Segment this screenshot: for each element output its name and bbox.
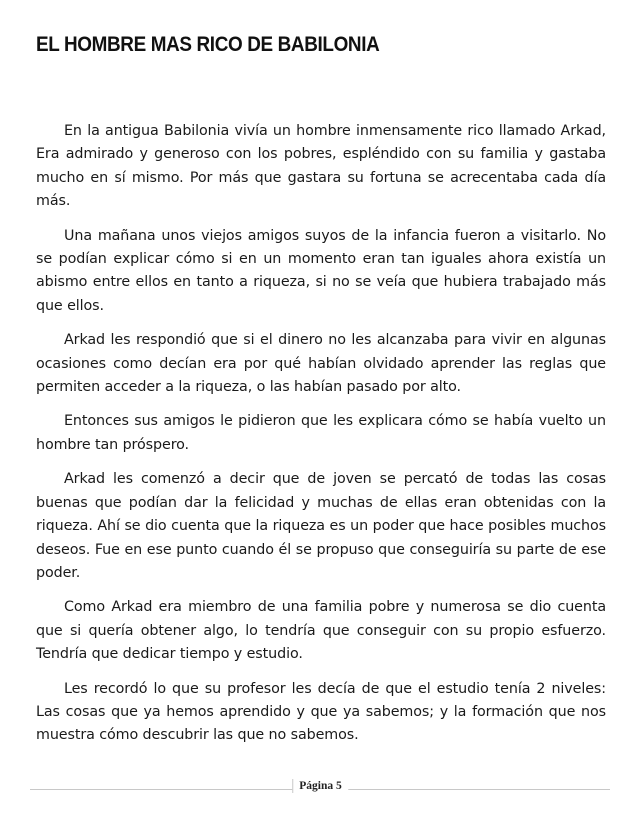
paragraph: Arkad les comenzó a decir que de joven se percató de todas las cosas buenas que podían dar la felicidad y muchas de ellas eran obtenidas con la riqueza. Ahí se dio cuenta que la riqueza es un poder que hace posibles muchos deseos. Fue en ese punto cuando él se propuso que conseguiría su parte de ese poder.: [36, 471, 606, 581]
paragraph: Una mañana unos viejos amigos suyos de la infancia fueron a visitarlo. No se podían explicar cómo si en un momento eran tan iguales ahora existía un abismo entre ellos en tanto a riqueza, si no se veía que hubiera trabajado más que ellos.: [36, 227, 606, 314]
paragraph: Les recordó lo que su profesor les decía de que el estudio tenía 2 niveles: Las cosas que ya hemos aprendido y que ya sabemos; y la formación que nos muestra cómo descubrir las que no sabemos.: [36, 680, 606, 744]
paragraph: En la antigua Babilonia vivía un hombre inmensamente rico llamado Arkad, Era admirado y generoso con los pobres, espléndido con su familia y gastaba mucho en sí mismo. Por más que gastara su fortuna se acrecentaba cada día más.: [36, 123, 606, 210]
page-title: EL HOMBRE MAS RICO DE BABILONIA: [36, 33, 380, 56]
paragraph: Como Arkad era miembro de una familia pobre y numerosa se dio cuenta que si quería obtener algo, lo tendría que conseguir con su propio esfuerzo. Tendría que dedicar tiempo y estudio.: [36, 599, 606, 663]
page-footer: [30, 779, 610, 801]
document-body: [36, 120, 606, 759]
page-number: Página 5: [292, 779, 348, 793]
paragraph: Arkad les respondió que si el dinero no les alcanzaba para vivir en algunas ocasiones como decían era por qué habían olvidado aprender las reglas que permiten acceder a la riqueza, o las habían pasado por alto.: [36, 332, 606, 396]
paragraph: Entonces sus amigos le pidieron que les explicara cómo se había vuelto un hombre tan próspero.: [36, 413, 606, 453]
